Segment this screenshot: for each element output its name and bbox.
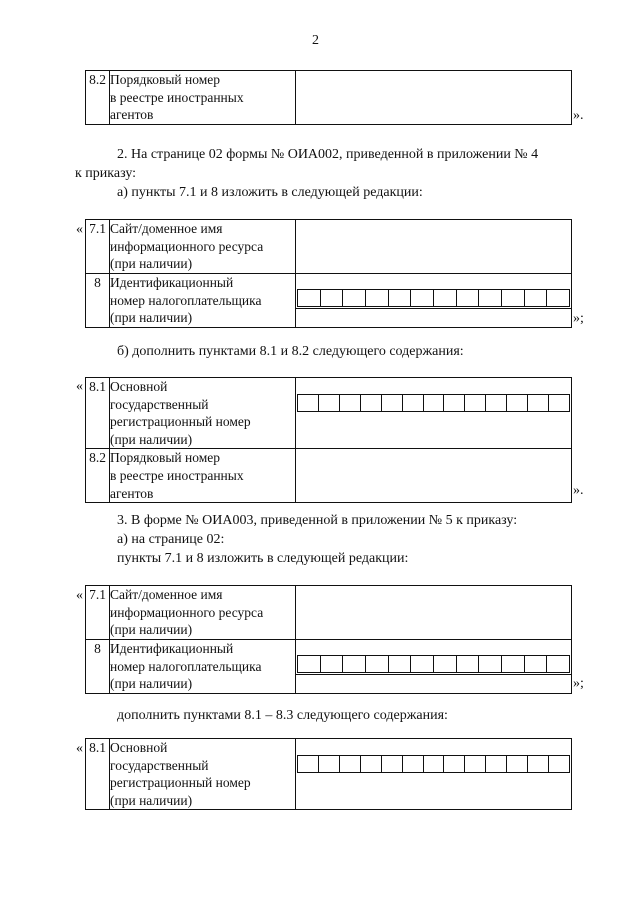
paragraph-2-sub-a: а) пункты 7.1 и 8 изложить в следующей редакции:	[117, 185, 423, 200]
table-items-7-1-8	[85, 219, 572, 328]
row-label: Сайт/доменное имя информационного ресурса (при наличии)	[110, 586, 296, 640]
row-number: 8.1	[86, 378, 110, 449]
opening-quote: «	[76, 222, 83, 237]
opening-quote: «	[76, 588, 83, 603]
row-label: Идентификационный номер налогоплательщика (при наличии)	[110, 640, 296, 694]
row-number: 8	[86, 274, 110, 328]
inn-field[interactable]	[296, 274, 572, 328]
website-field[interactable]	[296, 220, 572, 274]
value-field[interactable]	[296, 71, 572, 125]
row-number: 8	[86, 640, 110, 694]
row-number: 7.1	[86, 586, 110, 640]
row-label: Идентификационный номер налогоплательщика (при наличии)	[110, 274, 296, 328]
paragraph-2-sub-b: б) дополнить пунктами 8.1 и 8.2 следующего содержания:	[117, 344, 464, 359]
paragraph-2-line-1: 2. На странице 02 формы № ОИА002, приведенной в приложении № 4	[117, 147, 539, 162]
row-label: Порядковый номер в реестре иностранных агентов	[110, 449, 296, 503]
closing-quote: ».	[573, 483, 584, 498]
closing-quote: »;	[573, 311, 584, 326]
opening-quote: «	[76, 379, 83, 394]
paragraph-3-line-3: пункты 7.1 и 8 изложить в следующей редакции:	[117, 551, 409, 566]
row-number: 8.1	[86, 739, 110, 810]
page-number: 2	[312, 33, 319, 48]
ogrn-field[interactable]	[296, 739, 572, 810]
registry-number-field[interactable]	[296, 449, 572, 503]
closing-quote: »;	[573, 676, 584, 691]
row-label: Основной государственный регистрационный номер (при наличии)	[110, 739, 296, 810]
table-item-8-2	[85, 70, 572, 125]
row-label: Порядковый номер в реестре иностранных агентов	[110, 71, 296, 125]
table-items-8-1-8-2	[85, 377, 572, 503]
closing-quote: ».	[573, 108, 584, 123]
table-item-8-1-form3	[85, 738, 572, 810]
paragraph-3-line-1: 3. В форме № ОИА003, приведенной в приложении № 5 к приказу:	[117, 513, 518, 528]
inn-field[interactable]	[296, 640, 572, 694]
table-items-7-1-8-form3	[85, 585, 572, 694]
ogrn-field[interactable]	[296, 378, 572, 449]
paragraph-4: дополнить пунктами 8.1 – 8.3 следующего содержания:	[117, 708, 448, 723]
website-field[interactable]	[296, 586, 572, 640]
row-number: 8.2	[86, 449, 110, 503]
opening-quote: «	[76, 741, 83, 756]
row-label: Основной государственный регистрационный номер (при наличии)	[110, 378, 296, 449]
paragraph-3-line-2: а) на странице 02:	[117, 532, 225, 547]
row-label: Сайт/доменное имя информационного ресурса (при наличии)	[110, 220, 296, 274]
row-number: 7.1	[86, 220, 110, 274]
paragraph-2-line-2: к приказу:	[75, 166, 137, 181]
row-number: 8.2	[86, 71, 110, 125]
